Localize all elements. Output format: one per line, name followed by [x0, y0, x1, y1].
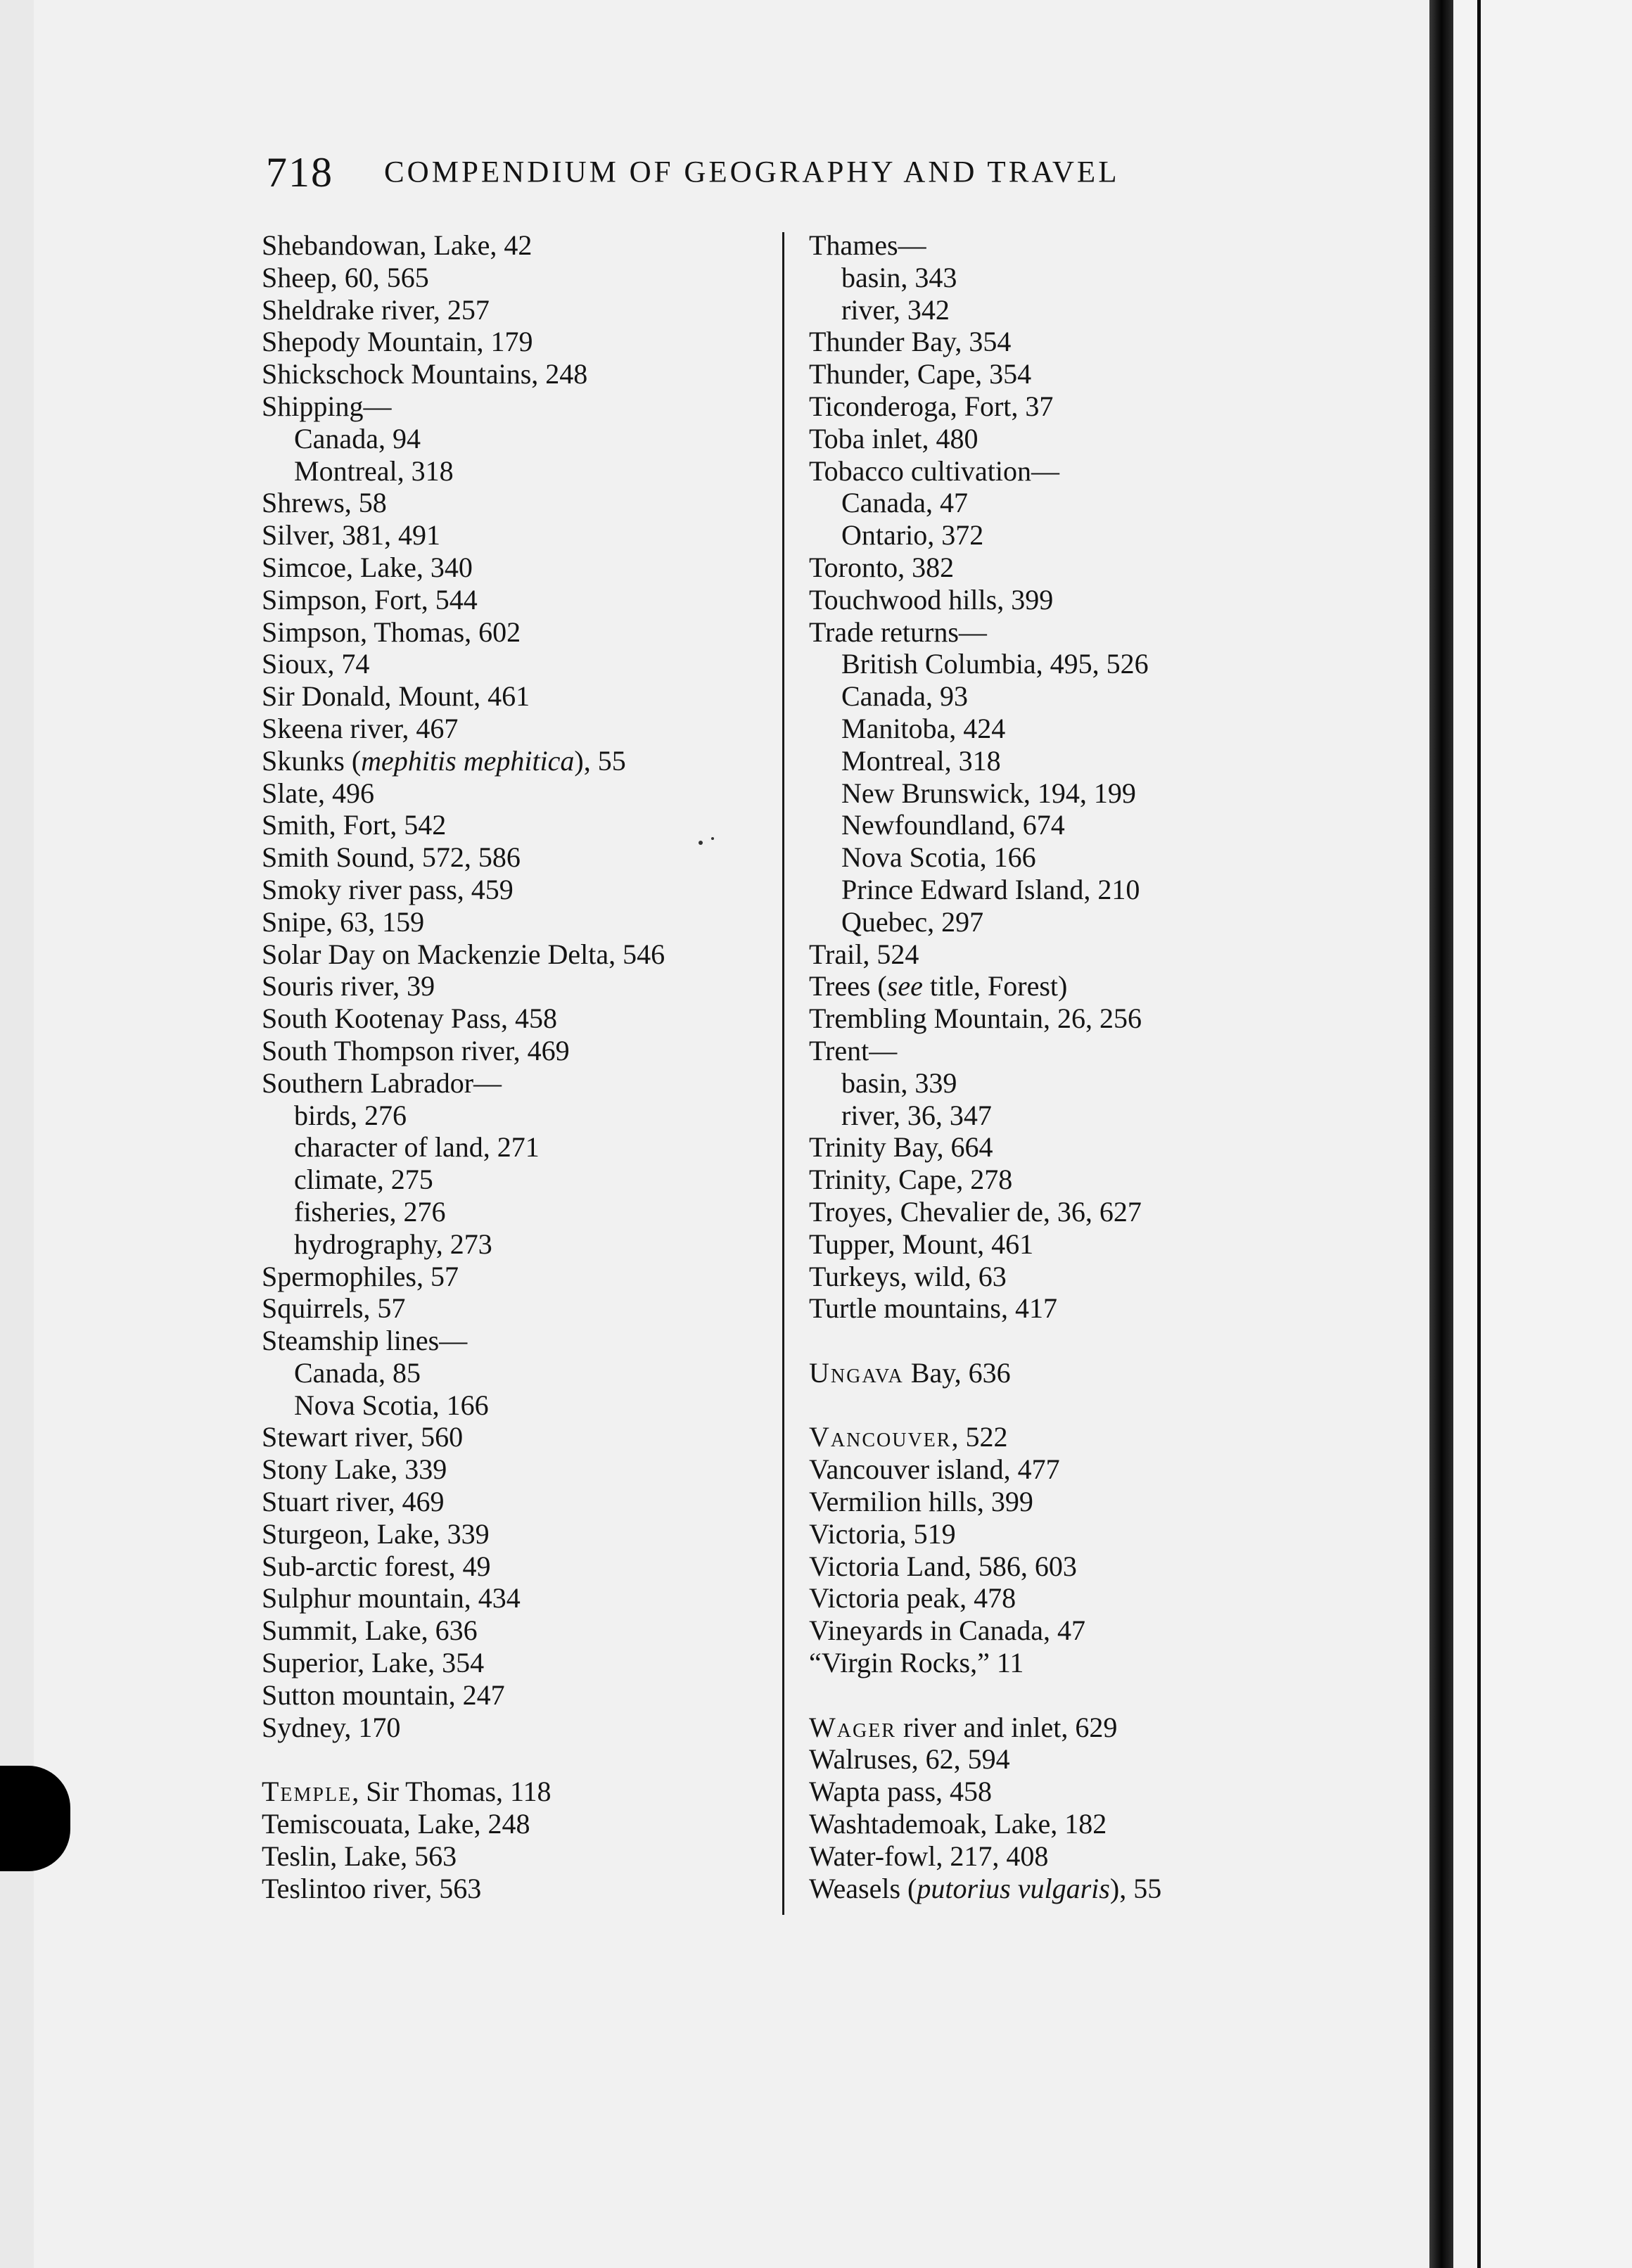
index-entry: Sheldrake river, 257 — [262, 293, 490, 326]
index-entry-text: Bay, 636 — [903, 1356, 1011, 1389]
index-entry — [809, 970, 1161, 1002]
book-page — [34, 0, 1441, 2268]
index-entry: Shickschock Mountains, 248 — [262, 358, 588, 390]
index-entry: Tupper, Mount, 461 — [809, 1228, 1034, 1260]
index-entry-text: , 522 — [951, 1421, 1008, 1453]
index-entry: Skeena river, 467 — [262, 712, 459, 744]
index-entry — [262, 745, 665, 777]
index-entry: Thames— — [809, 229, 926, 261]
index-entry: Spermophiles, 57 — [262, 1260, 459, 1292]
index-italic-term: see — [886, 970, 923, 1002]
index-entry: Sioux, 74 — [262, 648, 370, 680]
index-entry — [809, 1357, 1161, 1389]
index-entry: South Thompson river, 469 — [262, 1034, 570, 1066]
index-entry: Stuart river, 469 — [262, 1486, 445, 1518]
index-section-gap — [809, 1389, 1161, 1422]
index-subentry: hydrography, 273 — [294, 1228, 492, 1260]
index-entry-text: river and inlet, 629 — [895, 1711, 1118, 1743]
index-subentry: Prince Edward Island, 210 — [841, 873, 1140, 905]
index-subentry: character of land, 271 — [294, 1131, 540, 1164]
index-subentry: Montreal, 318 — [841, 744, 1001, 777]
index-entry: Trail, 524 — [809, 938, 919, 970]
index-entry: Solar Day on Mackenzie Delta, 546 — [262, 938, 665, 970]
index-entry: Steamship lines— — [262, 1325, 468, 1357]
index-subentry: Canada, 85 — [294, 1356, 421, 1389]
index-subentry: Nova Scotia, 166 — [294, 1389, 489, 1421]
index-entry: Sheep, 60, 565 — [262, 261, 429, 293]
index-section-gap — [809, 1325, 1161, 1357]
index-entry: Stony Lake, 339 — [262, 1453, 447, 1486]
index-entry: Teslintoo river, 563 — [262, 1872, 482, 1904]
print-speck — [699, 841, 703, 845]
index-subentry: Montreal, 318 — [294, 454, 454, 487]
index-entry: Shipping— — [262, 390, 392, 422]
index-entry: Smith, Fort, 542 — [262, 809, 447, 841]
index-entry-text: ), 55 — [1109, 1872, 1162, 1904]
index-entry — [809, 1421, 1161, 1453]
index-section-gap — [262, 1743, 665, 1776]
index-subentry: New Brunswick, 194, 199 — [841, 777, 1136, 809]
index-entry: Ticonderoga, Fort, 37 — [809, 390, 1054, 422]
facing-page-border — [1477, 0, 1481, 2268]
index-entry: Trent— — [809, 1034, 898, 1066]
index-entry: Silver, 381, 491 — [262, 519, 440, 552]
index-entry: Souris river, 39 — [262, 970, 435, 1002]
index-entry: Victoria Land, 586, 603 — [809, 1550, 1077, 1582]
index-entry-text: Weasels ( — [809, 1872, 917, 1904]
index-entry: Vineyards in Canada, 47 — [809, 1614, 1086, 1647]
index-entry-text: title, Forest) — [922, 970, 1068, 1002]
index-italic-term: putorius vulgaris — [917, 1872, 1110, 1904]
running-head: COMPENDIUM OF GEOGRAPHY AND TRAVEL — [384, 155, 1120, 189]
index-entry — [809, 1712, 1161, 1744]
index-entry: Shepody Mountain, 179 — [262, 326, 533, 358]
index-entry: Victoria, 519 — [809, 1517, 956, 1550]
index-subentry: Canada, 47 — [841, 487, 968, 519]
index-entry: Toronto, 382 — [809, 551, 955, 583]
index-section-head: Wager — [809, 1711, 896, 1743]
index-entry: Trembling Mountain, 26, 256 — [809, 1002, 1142, 1035]
index-entry: Shrews, 58 — [262, 487, 387, 519]
index-subentry: British Columbia, 495, 526 — [841, 648, 1149, 680]
index-entry-text: ), 55 — [574, 744, 626, 777]
index-subentry: Canada, 94 — [294, 422, 421, 454]
index-entry: Sturgeon, Lake, 339 — [262, 1517, 490, 1550]
index-subentry: Manitoba, 424 — [841, 712, 1006, 744]
index-subentry: Nova Scotia, 166 — [841, 841, 1036, 874]
index-entry: Slate, 496 — [262, 777, 374, 809]
binding-gutter — [1429, 0, 1453, 2268]
index-entry: Vermilion hills, 399 — [809, 1486, 1033, 1518]
index-entry: Trinity Bay, 664 — [809, 1131, 993, 1164]
index-section-head: Ungava — [809, 1356, 904, 1389]
index-entry: Thunder Bay, 354 — [809, 326, 1012, 358]
index-column-right — [809, 229, 1161, 1904]
index-subentry: river, 342 — [841, 293, 950, 326]
index-subentry: Canada, 93 — [841, 680, 968, 713]
page-number: 718 — [266, 149, 333, 196]
index-entry: Summit, Lake, 636 — [262, 1614, 478, 1647]
index-entry: Shebandowan, Lake, 42 — [262, 229, 533, 261]
index-entry: Turkeys, wild, 63 — [809, 1260, 1007, 1292]
index-entry — [809, 1873, 1161, 1905]
index-subentry: birds, 276 — [294, 1099, 407, 1131]
index-entry: Simpson, Thomas, 602 — [262, 616, 521, 648]
index-entry: Teslin, Lake, 563 — [262, 1840, 457, 1872]
index-entry: Vancouver island, 477 — [809, 1453, 1060, 1486]
index-entry: Sir Donald, Mount, 461 — [262, 680, 530, 713]
index-entry: Troyes, Chevalier de, 36, 627 — [809, 1195, 1142, 1228]
index-entry-text: Trees ( — [809, 970, 887, 1002]
index-entry: Toba inlet, 480 — [809, 422, 978, 454]
index-entry: Squirrels, 57 — [262, 1292, 406, 1325]
index-subentry: river, 36, 347 — [841, 1099, 992, 1131]
index-entry: Sulphur mountain, 434 — [262, 1582, 521, 1614]
index-entry: Temiscouata, Lake, 248 — [262, 1808, 530, 1840]
index-entry: Southern Labrador— — [262, 1066, 502, 1099]
index-italic-term: mephitis mephitica — [361, 744, 575, 777]
index-entry: Sutton mountain, 247 — [262, 1678, 505, 1711]
index-entry: Washtademoak, Lake, 182 — [809, 1808, 1107, 1840]
index-section-head: Vancouver — [809, 1421, 952, 1453]
index-subentry: Quebec, 297 — [841, 905, 984, 938]
scan-binding-hole — [0, 1766, 70, 1871]
index-entry: Simcoe, Lake, 340 — [262, 551, 473, 583]
index-entry: Smith Sound, 572, 586 — [262, 841, 521, 874]
index-entry: Touchwood hills, 399 — [809, 583, 1054, 616]
index-entry: Trade returns— — [809, 616, 987, 648]
index-entry: Walruses, 62, 594 — [809, 1743, 1010, 1776]
index-subentry: fisheries, 276 — [294, 1195, 446, 1228]
index-entry — [262, 1776, 665, 1808]
index-entry: “Virgin Rocks,” 11 — [809, 1647, 1024, 1679]
index-entry: Thunder, Cape, 354 — [809, 358, 1032, 390]
column-rule — [782, 232, 784, 1915]
page-header — [266, 149, 1119, 196]
index-entry: Sub-arctic forest, 49 — [262, 1550, 491, 1582]
index-subentry: basin, 339 — [841, 1066, 957, 1099]
index-entry: Trinity, Cape, 278 — [809, 1164, 1013, 1196]
index-subentry: Newfoundland, 674 — [841, 809, 1065, 841]
index-entry: Snipe, 63, 159 — [262, 905, 425, 938]
index-entry: Stewart river, 560 — [262, 1421, 464, 1453]
index-subentry: basin, 343 — [841, 261, 957, 293]
index-entry: Sydney, 170 — [262, 1711, 401, 1743]
index-subentry: Ontario, 372 — [841, 519, 984, 552]
index-entry: Wapta pass, 458 — [809, 1776, 993, 1808]
index-entry: Superior, Lake, 354 — [262, 1647, 485, 1679]
index-entry-text: , Sir Thomas, 118 — [352, 1776, 552, 1808]
index-entry: Turtle mountains, 417 — [809, 1292, 1057, 1325]
index-entry: Victoria peak, 478 — [809, 1582, 1016, 1614]
index-section-head: Temple — [262, 1776, 352, 1808]
index-entry: Smoky river pass, 459 — [262, 873, 514, 905]
index-entry: Water-fowl, 217, 408 — [809, 1840, 1049, 1872]
index-entry-text: Skunks ( — [262, 744, 362, 777]
index-section-gap — [809, 1679, 1161, 1712]
print-speck — [711, 837, 714, 840]
index-entry: Tobacco cultivation— — [809, 454, 1059, 487]
index-entry: Simpson, Fort, 544 — [262, 583, 478, 616]
index-column-left — [262, 229, 665, 1904]
index-subentry: climate, 275 — [294, 1164, 433, 1196]
index-entry: South Kootenay Pass, 458 — [262, 1002, 557, 1035]
